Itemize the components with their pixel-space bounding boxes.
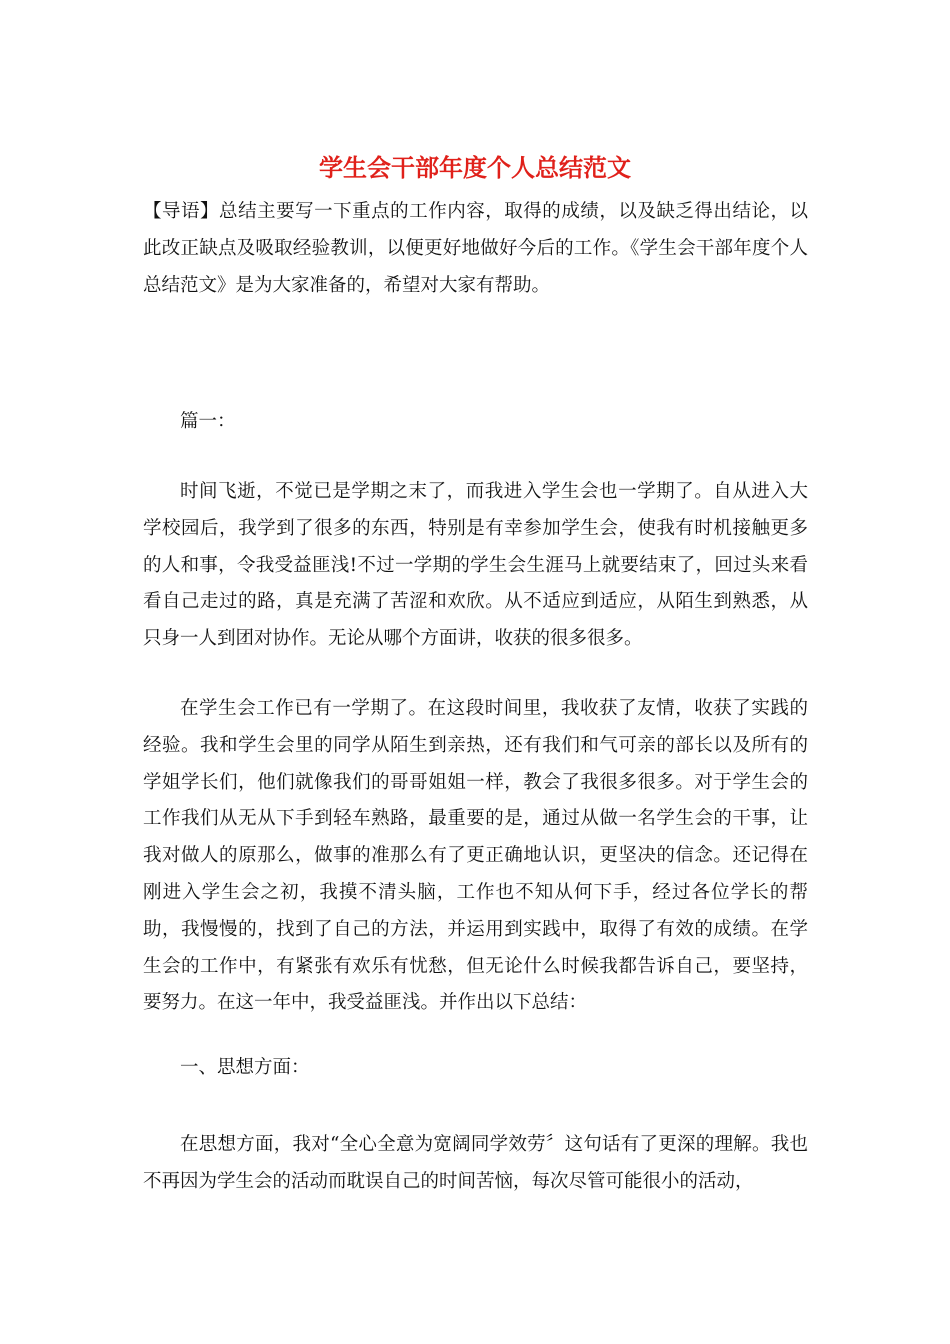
section-heading-part-one: 篇一： (180, 411, 236, 432)
body-paragraph: 时间飞逝，不觉已是学期之末了，而我进入学生会也一学期了。自从进入大学校园后，我学到了很多的东西，特别是有幸参加学生会，使我有时机接触更多的人和事，令我受益匪浅!不过一学期的学生会生涯马上就要结束了，回过头来看看自己走过的路，真是充满了苦涩和欢欣。从不适应到适应，从陌生到熟悉，从只身一人到团对协作。无论从哪个方面讲，收获的很多很多。 (143, 481, 808, 650)
section-heading-thought: 一、思想方面： (180, 1057, 310, 1078)
body-paragraph: 在学生会工作已有一学期了。在这段时间里，我收获了友情，收获了实践的经验。我和学生会里的同学从陌生到亲热，还有我们和气可亲的部长以及所有的学姐学长们，他们就像我们的哥哥姐姐一样，教会了我很多很多。对于学生会的工作我们从无从下手到轻车熟路，最重要的是，通过从做一名学生会的干事，让我对做人的原那么，做事的准那么有了更正确地认识，更坚决的信念。还记得在刚进入学生会之初，我摸不清头脑，工作也不知从何下手，经过各位学长的帮助，我慢慢的，找到了自己的方法，并运用到实践中，取得了有效的成绩。在学生会的工作中，有紧张有欢乐有忧愁，但无论什么时候我都告诉自己，要坚持，要努力。在这一年中，我受益匪浅。并作出以下总结： (143, 698, 808, 1014)
intro-paragraph: 【导语】总结主要写一下重点的工作内容，取得的成绩，以及缺乏得出结论，以此改正缺点及吸取经验教训，以便更好地做好今后的工作。《学生会干部年度个人总结范文》是为大家准备的，希望对大家有帮助。 (143, 201, 808, 296)
document-title: 学生会干部年度个人总结范文 (319, 153, 631, 182)
body-paragraph: 在思想方面，我对“全心全意为宽阔同学效劳〞这句话有了更深的理解。我也不再因为学生会的活动而耽误自己的时间苦恼，每次尽管可能很小的活动， (143, 1134, 808, 1192)
